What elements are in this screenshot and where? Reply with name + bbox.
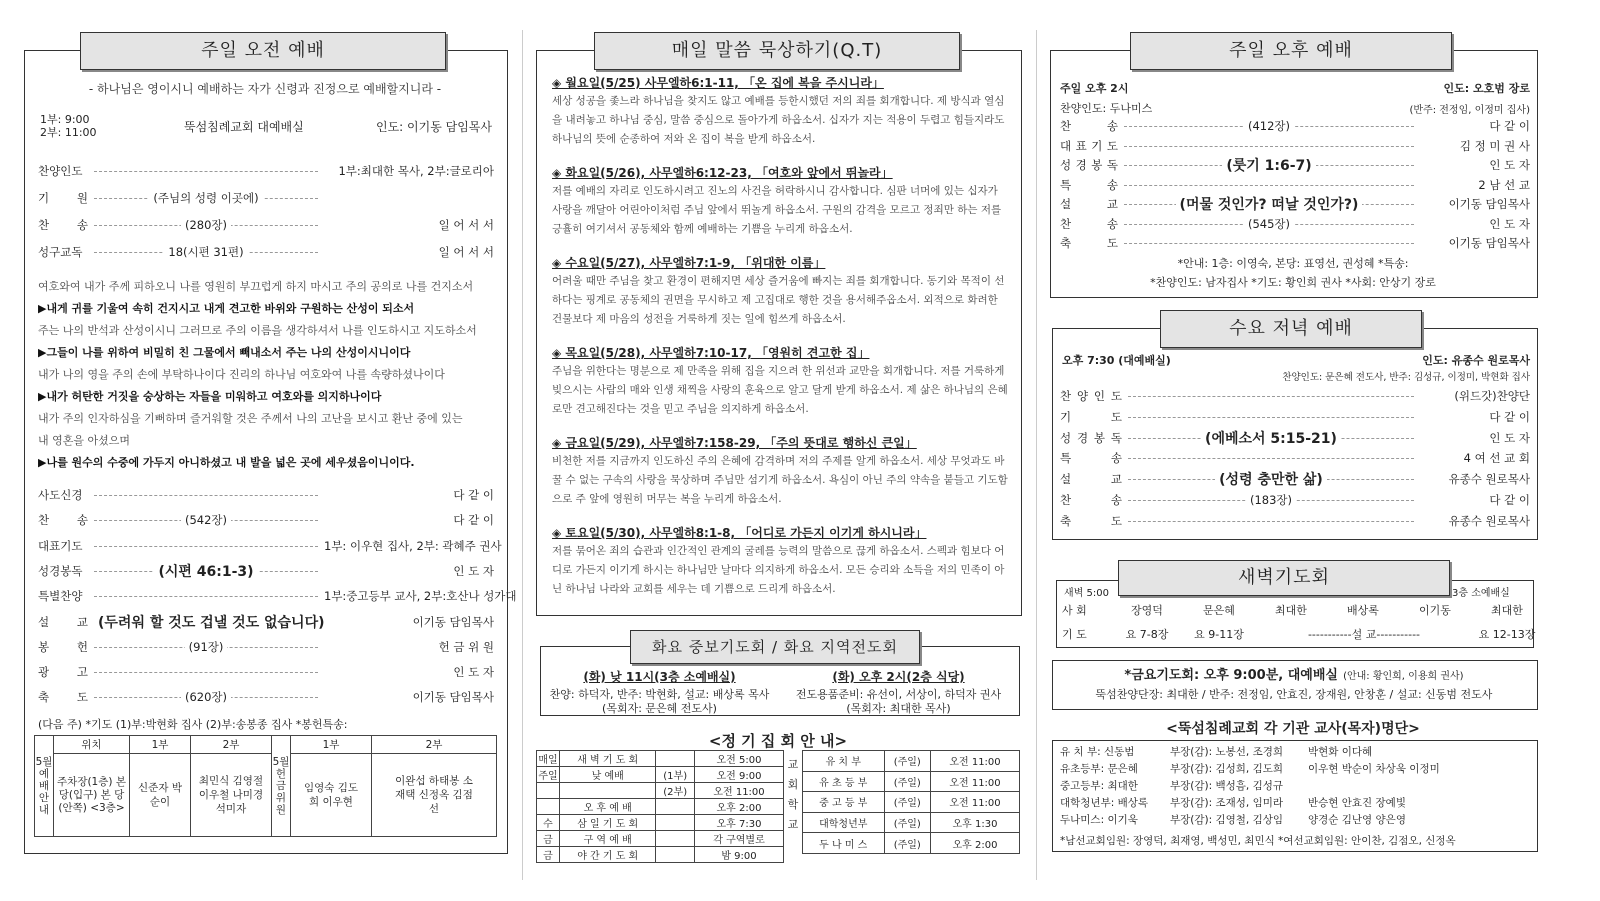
order-row — [38, 487, 494, 512]
order-person: 1부:중고등부 교사, 2부:호산나 성가대 — [324, 589, 517, 604]
order-person: 다 같 이 — [453, 488, 494, 502]
dotted-leader — [94, 546, 318, 547]
regular-right-table — [802, 750, 1020, 854]
regular-cell: (주일) — [884, 771, 931, 792]
morning-time-1: 1부: 9:00 — [40, 113, 90, 126]
regular-cell: 각 구역별로 — [695, 831, 784, 847]
dotted-leader — [1124, 146, 1414, 147]
regular-cell: 구 역 예 배 — [560, 831, 656, 847]
qt-title: 매일 말씀 묵상하기(Q.T) — [594, 32, 960, 70]
regular-cell: 매일 — [537, 751, 560, 767]
friday-line-2: 뚝섬찬양단장: 최대한 / 반주: 전정임, 안효진, 장재원, 안창훈 / 설교: 신동범 전도사 — [1095, 688, 1493, 701]
order-row — [1060, 513, 1530, 534]
guide-side-label: 5월 예배안내 — [35, 736, 54, 837]
qt-day-heading: ◈ 수요일(5/27), 사무엘하7:1-9, 「위대한 이름」 — [552, 256, 826, 270]
teacher-cell: 두나미스: 이기욱 — [1060, 814, 1138, 826]
order-detail — [94, 512, 318, 528]
qt-days — [552, 74, 1008, 609]
dawn-title: 새벽기도회 — [1118, 560, 1450, 596]
afternoon-accomp: (반주: 전정임, 이정미 집사) — [1409, 105, 1530, 116]
order-person: 유종수 원로목사 — [1448, 472, 1530, 487]
dotted-leader — [1124, 243, 1414, 244]
teacher-cell: 부장(감): 조재성, 임미라 — [1170, 797, 1284, 809]
reading-response: ▶내가 허탄한 거짓을 숭상하는 자들을 미워하고 여호와를 의지하나이다 — [38, 390, 382, 403]
regular-cell: 밤 9:00 — [695, 847, 784, 863]
teacher-cell: 부장(감): 김영철, 김상임 — [1170, 814, 1284, 826]
teacher-cell: 부장(감): 노봉선, 조경희 — [1170, 746, 1284, 758]
regular-cell: (1부) — [656, 767, 695, 783]
dotted-leader — [94, 171, 318, 172]
order-detail-text: 18(시편 31편) — [164, 245, 247, 259]
order-row — [38, 190, 494, 217]
wednesday-order — [1060, 388, 1530, 533]
morning-leader: 인도: 이기동 담임목사 — [375, 120, 492, 134]
friday-note: (안내: 황인희, 이용희 권사) — [1343, 671, 1464, 682]
guide-part1-names: 신준자 박순이 — [130, 754, 191, 837]
order-label: 성구교독 — [38, 245, 83, 259]
qt-day-prayer: 세상 성공을 좇느라 하나님을 찾지도 않고 예배를 등한시했던 저의 죄를 회개합니다. 제 방식과 열심을 내려놓고 하나님 중심, 말씀 중심으로 돌아가게 하옵소서. 십자가 지는 적용이 두렵고 힘들지라도 하나님의 뜻에 순종하여 저와 온 집이 복을 받게 하옵소서. — [552, 95, 1005, 145]
reading-line: 여호와여 내가 주께 피하오니 나를 영원히 부끄럽게 하지 마시고 주의 공의로 나를 건지소서 — [38, 280, 474, 293]
order-person: 1부: 이우현 집사, 2부: 곽혜주 권사 — [324, 538, 502, 553]
regular-cell: 야 간 기 도 회 — [560, 847, 656, 863]
dawn-leader: 배상록 — [1347, 604, 1379, 617]
reading-response: ▶나를 원수의 수중에 가두지 아니하셨고 내 발을 넓은 곳에 세우셨음이니이다. — [38, 456, 415, 469]
dawn-schedule — [1062, 600, 1536, 644]
may-service-guide-table — [34, 735, 497, 837]
teacher-cell: 부장(감): 백성흠, 김성규 — [1170, 780, 1284, 792]
regular-cell: 금 — [537, 831, 560, 847]
regular-cell: (주일) — [884, 833, 931, 854]
teacher-cell: 중고등부: 최대한 — [1060, 780, 1138, 792]
qt-day-heading: ◈ 목요일(5/28), 사무엘하7:10-17, 「영원히 견고한 집」 — [552, 346, 870, 360]
order-row — [1060, 409, 1530, 430]
order-row — [1060, 157, 1530, 177]
order-row — [1060, 471, 1530, 492]
teachers-title: <뚝섬침례교회 각 기관 교사(목자)명단> — [1166, 721, 1420, 737]
qt-day-prayer: 어려울 때만 주님을 찾고 환경이 편해지면 세상 즐거움에 빠지는 죄를 회개합니다. 동기와 목적이 선하다는 핑계로 공동체의 권면을 무시하고 제 고집대로 행한 것을 용서해주옵소서. 외적으로 화려한 건물보다 제 마음의 성전을 거룩하게 짓는 일에 힘쓰게 하옵소서. — [552, 275, 1005, 325]
order-row — [38, 512, 494, 537]
order-detail-text: (주님의 성령 이곳에) — [149, 191, 262, 205]
dotted-leader — [94, 596, 318, 597]
qt-day-prayer: 주님을 위한다는 명분으로 제 만족을 위해 집을 지으려 한 위선과 교만을 회개합니다. 저를 거룩하게 빚으시는 사람의 매와 인생 채찍을 사랑의 훈육으로 알고 달게 받게 하옵소서. 제 삶은 하나님의 은혜로만 견고해진다는 것을 믿고 주님을 의지하게 하옵소서. — [552, 365, 1008, 415]
order-detail-text: (성령 충만한 삶) — [1215, 472, 1327, 488]
morning-service-place: 뚝섬침례교회 대예배실 — [184, 120, 304, 134]
regular-cell — [656, 751, 695, 767]
morning-order-bottom — [38, 487, 517, 712]
column-divider — [1036, 30, 1037, 880]
order-row — [1060, 118, 1530, 138]
teacher-cell: 양경순 김난영 양은영 — [1308, 814, 1406, 826]
order-row — [1060, 450, 1530, 471]
morning-responsive-reading — [38, 278, 498, 478]
order-detail-text: (룻기 1:6-7) — [1222, 158, 1315, 174]
regular-cell: 삼 일 기 도 회 — [560, 815, 656, 831]
qt-day-heading: ◈ 토요일(5/30), 사무엘하8:1-8, 「어디로 가든지 이기게 하시니라」 — [552, 526, 927, 540]
order-detail-text: (에베소서 5:15-21) — [1201, 431, 1341, 447]
tuesday-b-line1: 전도용품준비: 유선이, 서상이, 하덕자 권사 — [795, 688, 1002, 701]
regular-cell: 오후 7:30 — [695, 815, 784, 831]
order-row — [38, 244, 494, 271]
teacher-cell: 대학청년부: 배상록 — [1060, 797, 1149, 809]
regular-cell: (주일) — [884, 812, 931, 833]
order-person: 인 도 자 — [1489, 430, 1530, 445]
afternoon-praise: 찬양인도: 두나미스 — [1060, 102, 1153, 115]
order-label: 사도신경 — [38, 488, 83, 502]
order-label: 찬 송 — [1060, 493, 1122, 507]
qt-day-prayer: 저를 예배의 자리로 인도하시려고 진노의 사건을 허락하시니 감사합니다. 심판 너머에 있는 십자가 사랑을 깨달아 어린아이처럼 주님 앞에서 뛰놀게 하옵소서. 구원의 감격을 모르고 정죄만 하는 저를 긍휼히 여기셔서 공동체와 함께 예배하는 기쁨을 누리게 하옵소서. — [552, 185, 1002, 235]
order-label: 기 도 — [1060, 409, 1122, 424]
order-label: 축 도 — [1060, 236, 1118, 250]
afternoon-time: 주일 오후 2시 — [1060, 82, 1129, 95]
order-row — [38, 217, 494, 244]
guide-col-place: 위치 — [54, 736, 130, 754]
order-detail — [94, 244, 318, 260]
dawn-leader: 장영덕 — [1131, 604, 1163, 617]
order-label: 기 원 — [38, 191, 88, 205]
offering-side-label: 5월 헌금위원 — [272, 736, 291, 837]
order-person: 유종수 원로목사 — [1448, 513, 1530, 528]
regular-cell: 오전 5:00 — [695, 751, 784, 767]
order-person: 다 같 이 — [453, 513, 494, 528]
order-label: 찬 송 — [1060, 216, 1118, 231]
order-detail — [94, 217, 318, 233]
column-divider — [522, 30, 523, 880]
qt-day-prayer: 저를 묶어온 죄의 습관과 인간적인 관계의 굴레를 능력의 말씀으로 끊게 하옵소서. 스펙과 힘보다 어디로 가든지 이기게 하시는 하나님만 날마다 의지하게 하옵소서. 모든 승리와 소득을 저의 민족이 아닌 하나님 나라와 교회를 세우는 데 기쁨으로 드리게 하옵소서. — [552, 545, 1005, 595]
order-detail — [1128, 492, 1414, 508]
afternoon-order — [1060, 118, 1530, 258]
teacher-cell: 유 치 부: 신동범 — [1060, 746, 1135, 758]
order-detail-text: (280장) — [181, 218, 231, 232]
order-detail-text: (시편 46:1-3) — [154, 564, 257, 580]
reading-line: 내가 주의 인자하심을 기뻐하며 즐거워할 것은 주께서 나의 고난을 보시고 환난 중에 있는 — [38, 412, 463, 425]
order-row — [38, 639, 494, 664]
dawn-leader: 최대한 — [1275, 604, 1307, 617]
order-detail — [94, 190, 318, 206]
order-person: 일 어 서 서 — [438, 218, 494, 232]
regular-title: <정 기 집 회 안 내> — [708, 732, 848, 750]
order-detail-text: (머물 것인가? 떠날 것인가?) — [1176, 197, 1363, 213]
afternoon-note-1: *안내: 1층: 이영숙, 본당: 표영선, 권성혜 *특송: — [1177, 257, 1409, 270]
order-person: 일 어 서 서 — [438, 245, 494, 259]
regular-cell: 대학청년부 — [803, 812, 885, 833]
friday-main: *금요기도회: 오후 9:00분, 대예배실 — [1124, 668, 1338, 683]
dawn-prayer-text: 요 9-11장 — [1194, 628, 1244, 641]
wednesday-time: 오후 7:30 (대예배실) — [1062, 354, 1171, 367]
order-person: 인 도 자 — [453, 563, 494, 578]
regular-cell: 오전 11:00 — [931, 751, 1020, 772]
qt-day-heading: ◈ 금요일(5/29), 사무엘하7:158-29, 「주의 뜻대로 행하신 큰일」 — [552, 436, 917, 450]
order-row — [1060, 216, 1530, 236]
regular-cell: 오후 1:30 — [931, 812, 1020, 833]
teacher-cell: 부장(감): 김성희, 김도희 — [1170, 763, 1284, 775]
order-label: 성 경 봉 독 — [1060, 158, 1118, 172]
regular-cell: 새 벽 기 도 회 — [560, 751, 656, 767]
tuesday-a-head: (화) 낮 11시(3층 소예배실) — [583, 670, 736, 684]
order-label: 찬 송 — [1060, 119, 1118, 133]
order-label: 축 도 — [1060, 513, 1122, 528]
order-detail — [1124, 194, 1414, 214]
regular-cell — [656, 799, 695, 815]
order-person: 이기동 담임목사 — [1448, 236, 1530, 250]
teachers-list — [1060, 744, 1530, 834]
morning-service-title: 주일 오전 예배 — [80, 32, 446, 70]
regular-cell: 오전 11:00 — [931, 771, 1020, 792]
order-detail — [94, 612, 325, 632]
dotted-leader — [94, 495, 318, 496]
guide-place: 주차장(1층) 본 당(입구) 본 당(안쪽) <3층> — [54, 754, 130, 837]
regular-cell: (2부) — [656, 783, 695, 799]
regular-cell: 수 — [537, 815, 560, 831]
reading-line: 내 영혼을 아셨으며 — [38, 434, 131, 447]
order-label: 찬 양 인 도 — [1060, 389, 1122, 403]
order-label: 특 송 — [1060, 451, 1122, 466]
wednesday-leader: 인도: 유종수 원로목사 — [1422, 354, 1530, 367]
order-label: 광 고 — [38, 665, 88, 680]
regular-cell — [537, 799, 560, 815]
regular-left-table — [536, 750, 784, 863]
regular-cell — [537, 783, 560, 799]
order-label: 봉 헌 — [38, 639, 88, 654]
order-person: 다 같 이 — [1489, 409, 1530, 424]
dotted-leader — [1128, 458, 1414, 459]
order-detail — [1128, 428, 1414, 448]
order-label: 성 경 봉 독 — [1060, 430, 1122, 445]
order-detail-text: (412장) — [1244, 119, 1294, 133]
regular-cell: 유 초 등 부 — [803, 771, 885, 792]
order-row — [38, 614, 494, 639]
wednesday-sub: 찬양인도: 문은혜 전도사, 반주: 김성규, 이정미, 박현화 집사 — [1282, 372, 1530, 383]
regular-cell: 오전 11:00 — [695, 783, 784, 799]
dawn-leader: 최대한 — [1491, 604, 1523, 617]
order-detail-text: (545장) — [1244, 217, 1294, 231]
order-label: 찬 송 — [38, 513, 88, 528]
order-detail-text: (두려워 할 것도 겁낼 것도 없습니다) — [94, 615, 329, 631]
dotted-leader — [1128, 396, 1414, 397]
afternoon-note-2: *찬양인도: 남자집사 *기도: 황인희 권사 *사회: 안상기 장로 — [1150, 276, 1436, 289]
friday-main-line — [1052, 664, 1536, 683]
morning-next-week: (다음 주) *기도 (1)부:박현화 집사 (2)부:송봉종 집사 *봉헌특송: — [38, 718, 348, 731]
order-label: 대표기도 — [38, 538, 83, 553]
regular-cell: 주일 — [537, 767, 560, 783]
order-label: 축 도 — [38, 690, 88, 705]
order-row — [1060, 388, 1530, 409]
order-row — [38, 163, 494, 190]
regular-cell — [656, 847, 695, 863]
order-label: 찬 송 — [38, 218, 88, 232]
order-row — [1060, 196, 1530, 216]
offering-col-1: 1부 — [291, 736, 372, 754]
offering-part2-names: 이완섭 하태봉 소재택 신정옥 김점선 — [372, 754, 497, 837]
dawn-left-tag: 새벽 5:00 — [1064, 588, 1109, 599]
dawn-lead-label: 사 회 — [1062, 604, 1087, 617]
order-person: 이기동 담임목사 — [412, 614, 494, 629]
order-label: 찬양인도 — [38, 164, 83, 178]
regular-cell — [560, 783, 656, 799]
order-detail-text: (620장) — [181, 690, 231, 704]
regular-cell: 오후 2:00 — [931, 833, 1020, 854]
reading-line: 내가 나의 영을 주의 손에 부탁하나이다 진리의 하나님 여호와여 나를 속량하셨나이다 — [38, 368, 445, 381]
tuesday-a-line1: 찬양: 하덕자, 반주: 박현화, 설교: 배상록 목사 — [549, 688, 770, 701]
order-row — [1060, 235, 1530, 255]
order-label: 성경봉독 — [38, 563, 83, 578]
order-person: (위드갓)찬양단 — [1454, 389, 1530, 403]
regular-cell: 오 후 예 배 — [560, 799, 656, 815]
order-label: 설 교 — [1060, 197, 1118, 211]
wednesday-title: 수요 저녁 예배 — [1160, 310, 1422, 348]
dotted-leader — [94, 672, 318, 673]
order-detail — [1128, 469, 1414, 489]
regular-cell: 오전 11:00 — [931, 792, 1020, 813]
order-detail — [94, 639, 318, 655]
afternoon-leader: 인도: 오호범 장로 — [1443, 82, 1530, 95]
order-person: 이기동 담임목사 — [1448, 197, 1530, 211]
order-row — [1060, 430, 1530, 451]
teacher-cell: 유초등부: 문은혜 — [1060, 763, 1138, 775]
tuesday-a-line2: (목회자: 문은혜 전도사) — [602, 702, 717, 715]
morning-order-top — [38, 163, 494, 273]
guide-part2-names: 최민식 김영절 이우철 나미경 석미자 — [191, 754, 272, 837]
order-row — [38, 538, 502, 563]
qt-day-heading: ◈ 월요일(5/25) 사무엘하6:1-11, 「온 집에 복을 주시니라」 — [552, 76, 884, 90]
offering-part1-names: 임영숙 김도희 이우현 — [291, 754, 372, 837]
order-detail-text: (91장) — [185, 640, 228, 654]
regular-cell: 유 치 부 — [803, 751, 885, 772]
qt-day-prayer: 비천한 저를 지금까지 인도하신 주의 은혜에 감격하며 저의 주제를 알게 하옵소서. 세상 무엇과도 바꿀 수 없는 구속의 사랑을 묵상하며 주님만 섬기게 하옵소서. 욕심이 아닌 주의 약속을 붙들고 기도함으로 주 앞에 영원히 머무는 복을 누리게 하옵소서. — [552, 455, 1008, 505]
order-row — [38, 563, 494, 588]
order-row — [38, 689, 494, 714]
guide-col-1: 1부 — [130, 736, 191, 754]
regular-side-label: 교회학교 — [787, 758, 799, 831]
order-label: 설 교 — [38, 614, 88, 629]
dawn-prayer-text: 요 12-13장 — [1478, 628, 1536, 641]
order-person: 인 도 자 — [1489, 216, 1530, 231]
order-detail — [1124, 118, 1414, 134]
regular-cell: 두 나 미 스 — [803, 833, 885, 854]
regular-cell: 중 고 등 부 — [803, 792, 885, 813]
order-person: 인 도 자 — [453, 665, 494, 680]
regular-cell: 오후 2:00 — [695, 799, 784, 815]
teacher-cell: 반승현 안효진 장예빛 — [1308, 797, 1406, 809]
order-row — [38, 664, 494, 689]
order-detail — [94, 689, 318, 705]
order-person: 4 여 선 교 회 — [1463, 451, 1530, 466]
dawn-pray-label: 기 도 — [1062, 628, 1087, 641]
order-person: 2 남 선 교 — [1478, 177, 1530, 192]
order-person: 인 도 자 — [1489, 158, 1530, 172]
regular-cell: (주일) — [884, 751, 931, 772]
order-person: 1부:최대한 목사, 2부:글로리아 — [338, 164, 494, 178]
order-person: 다 같 이 — [1489, 493, 1530, 507]
order-person: 다 같 이 — [1489, 119, 1530, 133]
afternoon-title: 주일 오후 예배 — [1130, 32, 1452, 70]
order-person: 김 정 미 권 사 — [1459, 138, 1530, 153]
order-label: 대 표 기 도 — [1060, 138, 1118, 153]
morning-time-2: 2부: 11:00 — [40, 126, 97, 139]
dotted-leader — [1124, 185, 1414, 186]
regular-cell: 금 — [537, 847, 560, 863]
order-row — [38, 588, 517, 613]
order-detail-text: (183장) — [1246, 493, 1296, 507]
regular-cell: 오전 9:00 — [695, 767, 784, 783]
dotted-leader — [1128, 521, 1414, 522]
order-detail — [1124, 216, 1414, 232]
regular-cell: (주일) — [884, 792, 931, 813]
tuesday-b-head: (화) 오후 2시(2층 식당) — [832, 670, 965, 684]
order-detail — [94, 561, 318, 581]
order-person: 헌 금 위 원 — [438, 639, 494, 654]
dawn-prayer-text: -----------설 교----------- — [1307, 628, 1421, 641]
teacher-cell: 박현화 이다혜 — [1308, 746, 1373, 758]
order-detail — [1124, 155, 1414, 175]
teacher-cell: 이우현 박순이 차상욱 이정미 — [1308, 763, 1440, 775]
teachers-foot: *남선교회임원: 장영덕, 최재영, 백성민, 최민식 *여선교회임원: 안이찬, 김점오, 신정옥 — [1060, 835, 1456, 847]
tuesday-b-line2: (목회자: 최대한 목사) — [846, 702, 951, 715]
reading-response: ▶내게 귀를 기울여 속히 건지시고 내게 견고한 바위와 구원하는 산성이 되소서 — [38, 302, 415, 315]
order-label: 특별찬양 — [38, 589, 83, 604]
morning-verse: - 하나님은 영이시니 예배하는 자가 신령과 진정으로 예배할지니라 - — [88, 82, 442, 96]
order-detail-text: (542장) — [181, 513, 231, 527]
regular-cell — [656, 831, 695, 847]
reading-response: ▶그들이 나를 위하여 비밀히 친 그물에서 빼내소서 주는 나의 산성이시니이다 — [38, 346, 411, 359]
order-label: 설 교 — [1060, 472, 1122, 487]
dawn-leader: 문은혜 — [1203, 604, 1235, 617]
qt-day-heading: ◈ 화요일(5/26), 사무엘하6:12-23, 「여호와 앞에서 뛰놀라」 — [552, 166, 893, 180]
order-row — [1060, 492, 1530, 513]
reading-line: 주는 나의 반석과 산성이시니 그러므로 주의 이름을 생각하셔서 나를 인도하시고 지도하소서 — [38, 324, 477, 337]
dawn-leader: 이기동 — [1419, 604, 1451, 617]
order-label: 특 송 — [1060, 177, 1118, 192]
dotted-leader — [1128, 417, 1414, 418]
dawn-right-tag: 3층 소예배실 — [1452, 588, 1510, 599]
regular-cell — [656, 815, 695, 831]
offering-col-2: 2부 — [372, 736, 497, 754]
guide-col-2: 2부 — [191, 736, 272, 754]
tuesday-title: 화요 중보기도회 / 화요 지역전도회 — [630, 630, 920, 664]
regular-cell: 낮 예배 — [560, 767, 656, 783]
dawn-prayer-text: 요 7-8장 — [1125, 628, 1169, 641]
order-person: 이기동 담임목사 — [412, 690, 494, 705]
